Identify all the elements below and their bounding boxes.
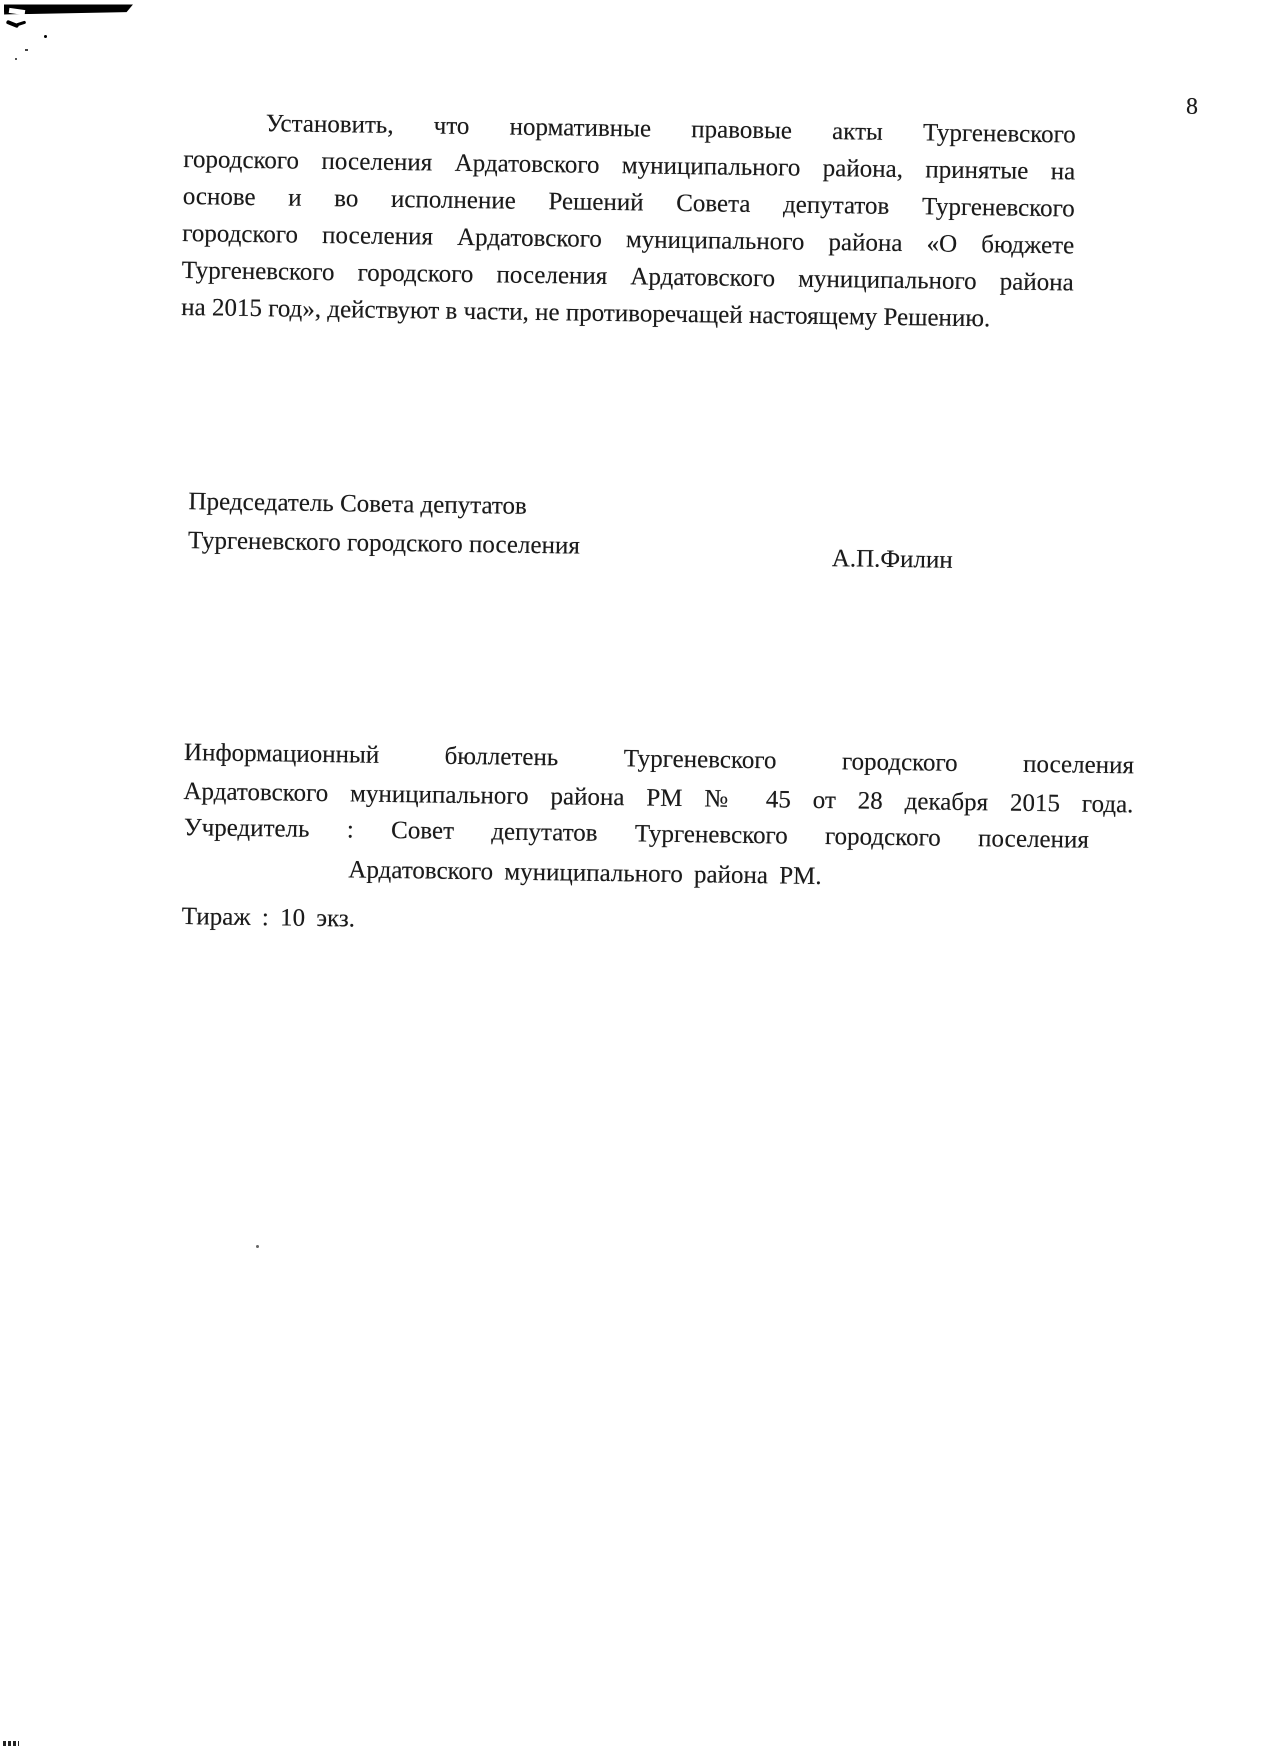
founder-line: Учредитель : Совет депутатов Тургеневского городского поселения: [183, 814, 1090, 854]
signature-block: [188, 482, 581, 565]
signature-name: А.П.Филин: [831, 545, 953, 574]
body-paragraph: [181, 104, 1076, 338]
founder-line: Ардатовского муниципального района РМ.: [348, 856, 822, 890]
paragraph-line: Установить, что нормативные правовые акты Тургеневского: [265, 110, 1076, 149]
paragraph-line: Тургеневского городского поселения Ардатовского муниципального района: [181, 256, 1074, 297]
bulletin-line: Ардатовского муниципального района РМ № 45 от 28 декабря 2015 года.: [183, 778, 1134, 819]
signature-title-line: Председатель Совета депутатов: [188, 488, 528, 520]
paragraph-line: городского поселения Ардатовского муниципального района, принятые на: [183, 145, 1076, 186]
paragraph-line: на 2015 год», действуют в части, не противоречащей настоящему Решению.: [181, 293, 991, 333]
paragraph-line: городского поселения Ардатовского муниципального района «О бюджете: [182, 219, 1075, 260]
bulletin-line: Информационный бюллетень Тургеневского городского поселения: [183, 739, 1135, 780]
founder-block: [183, 808, 1089, 901]
paragraph-line: основе и во исполнение Решений Совета депутатов Тургеневского: [182, 182, 1075, 223]
signature-title-line: Тургеневского городского поселения: [187, 527, 580, 560]
circulation-line: Тираж : 10 экз.: [181, 903, 356, 933]
page-number: 8: [1186, 94, 1198, 120]
